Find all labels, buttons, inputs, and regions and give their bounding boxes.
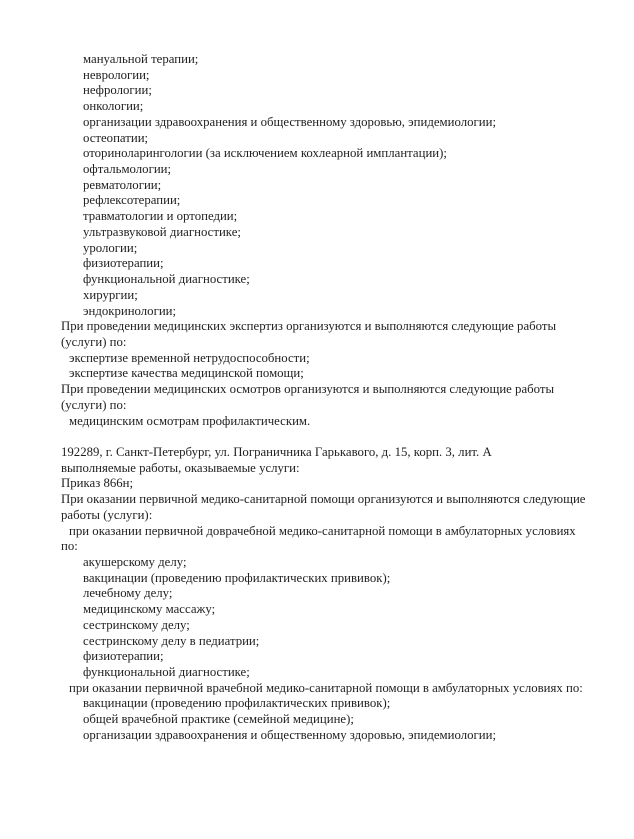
text-line: экспертизе временной нетрудоспособности; <box>69 350 310 365</box>
text-line: 192289, г. Санкт-Петербург, ул. Пограничника Гарькавого, д. 15, корп. 3, лит. А <box>61 444 492 459</box>
text-line: работы (услуги): <box>61 507 153 522</box>
text-line: рефлексотерапии; <box>83 193 181 208</box>
text-line: при оказании первичной доврачебной медико-санитарной помощи в амбулаторных условиях <box>69 523 576 538</box>
text-line: медицинскому массажу; <box>83 602 216 617</box>
text-line: хирургии; <box>83 287 138 302</box>
text-line: физиотерапии; <box>83 256 164 271</box>
text-line: сестринскому делу в педиатрии; <box>83 633 260 648</box>
text-line: экспертизе качества медицинской помощи; <box>69 366 304 381</box>
text-line: онкологии; <box>83 99 144 114</box>
text-line: лечебному делу; <box>83 586 173 601</box>
text-line: (услуги) по: <box>61 334 127 349</box>
text-line: При проведении медицинских экспертиз организуются и выполняются следующие работы <box>61 319 557 334</box>
text-line: ревматологии; <box>83 177 162 192</box>
text-line: вакцинации (проведению профилактических прививок); <box>83 570 391 585</box>
text-line: физиотерапии; <box>83 649 164 664</box>
text-line: оториноларингологии (за исключением кохлеарной имплантации); <box>83 146 447 161</box>
text-line: офтальмологии; <box>83 162 172 177</box>
text-line: выполняемые работы, оказываемые услуги: <box>61 460 300 475</box>
text-line: акушерскому делу; <box>83 555 187 569</box>
text-line: организации здравоохранения и общественному здоровью, эпидемиологии; <box>83 727 497 742</box>
text-line: при оказании первичной врачебной медико-санитарной помощи в амбулаторных условиях по: <box>69 680 583 695</box>
license-text-block <box>61 52 630 744</box>
text-line: медицинским осмотрам профилактическим. <box>69 413 311 428</box>
blank-line <box>61 429 630 445</box>
text-line: остеопатии; <box>83 130 149 145</box>
text-line: общей врачебной практике (семейной медицине); <box>83 712 354 727</box>
text-line: мануальной терапии; <box>83 52 199 66</box>
text-line: травматологии и ортопедии; <box>83 209 238 224</box>
text-line: неврологии; <box>83 67 150 82</box>
text-line: вакцинации (проведению профилактических прививок); <box>83 696 391 711</box>
text-line: ультразвуковой диагностике; <box>83 224 241 239</box>
text-line: урологии; <box>83 240 138 255</box>
text-line: организации здравоохранения и общественному здоровью, эпидемиологии; <box>83 114 497 129</box>
text-line: При проведении медицинских осмотров организуются и выполняются следующие работы <box>61 382 555 397</box>
text-line: Приказ 866н; <box>61 476 134 491</box>
text-line: функциональной диагностике; <box>83 272 250 287</box>
text-line: по: <box>61 539 78 554</box>
text-line: функциональной диагностике; <box>83 665 250 680</box>
text-line: эндокринологии; <box>83 303 177 318</box>
text-line: нефрологии; <box>83 83 152 98</box>
text-line: сестринскому делу; <box>83 617 190 632</box>
text-line: При оказании первичной медико-санитарной помощи организуются и выполняются следующие <box>61 492 586 507</box>
text-line: (услуги) по: <box>61 397 127 412</box>
